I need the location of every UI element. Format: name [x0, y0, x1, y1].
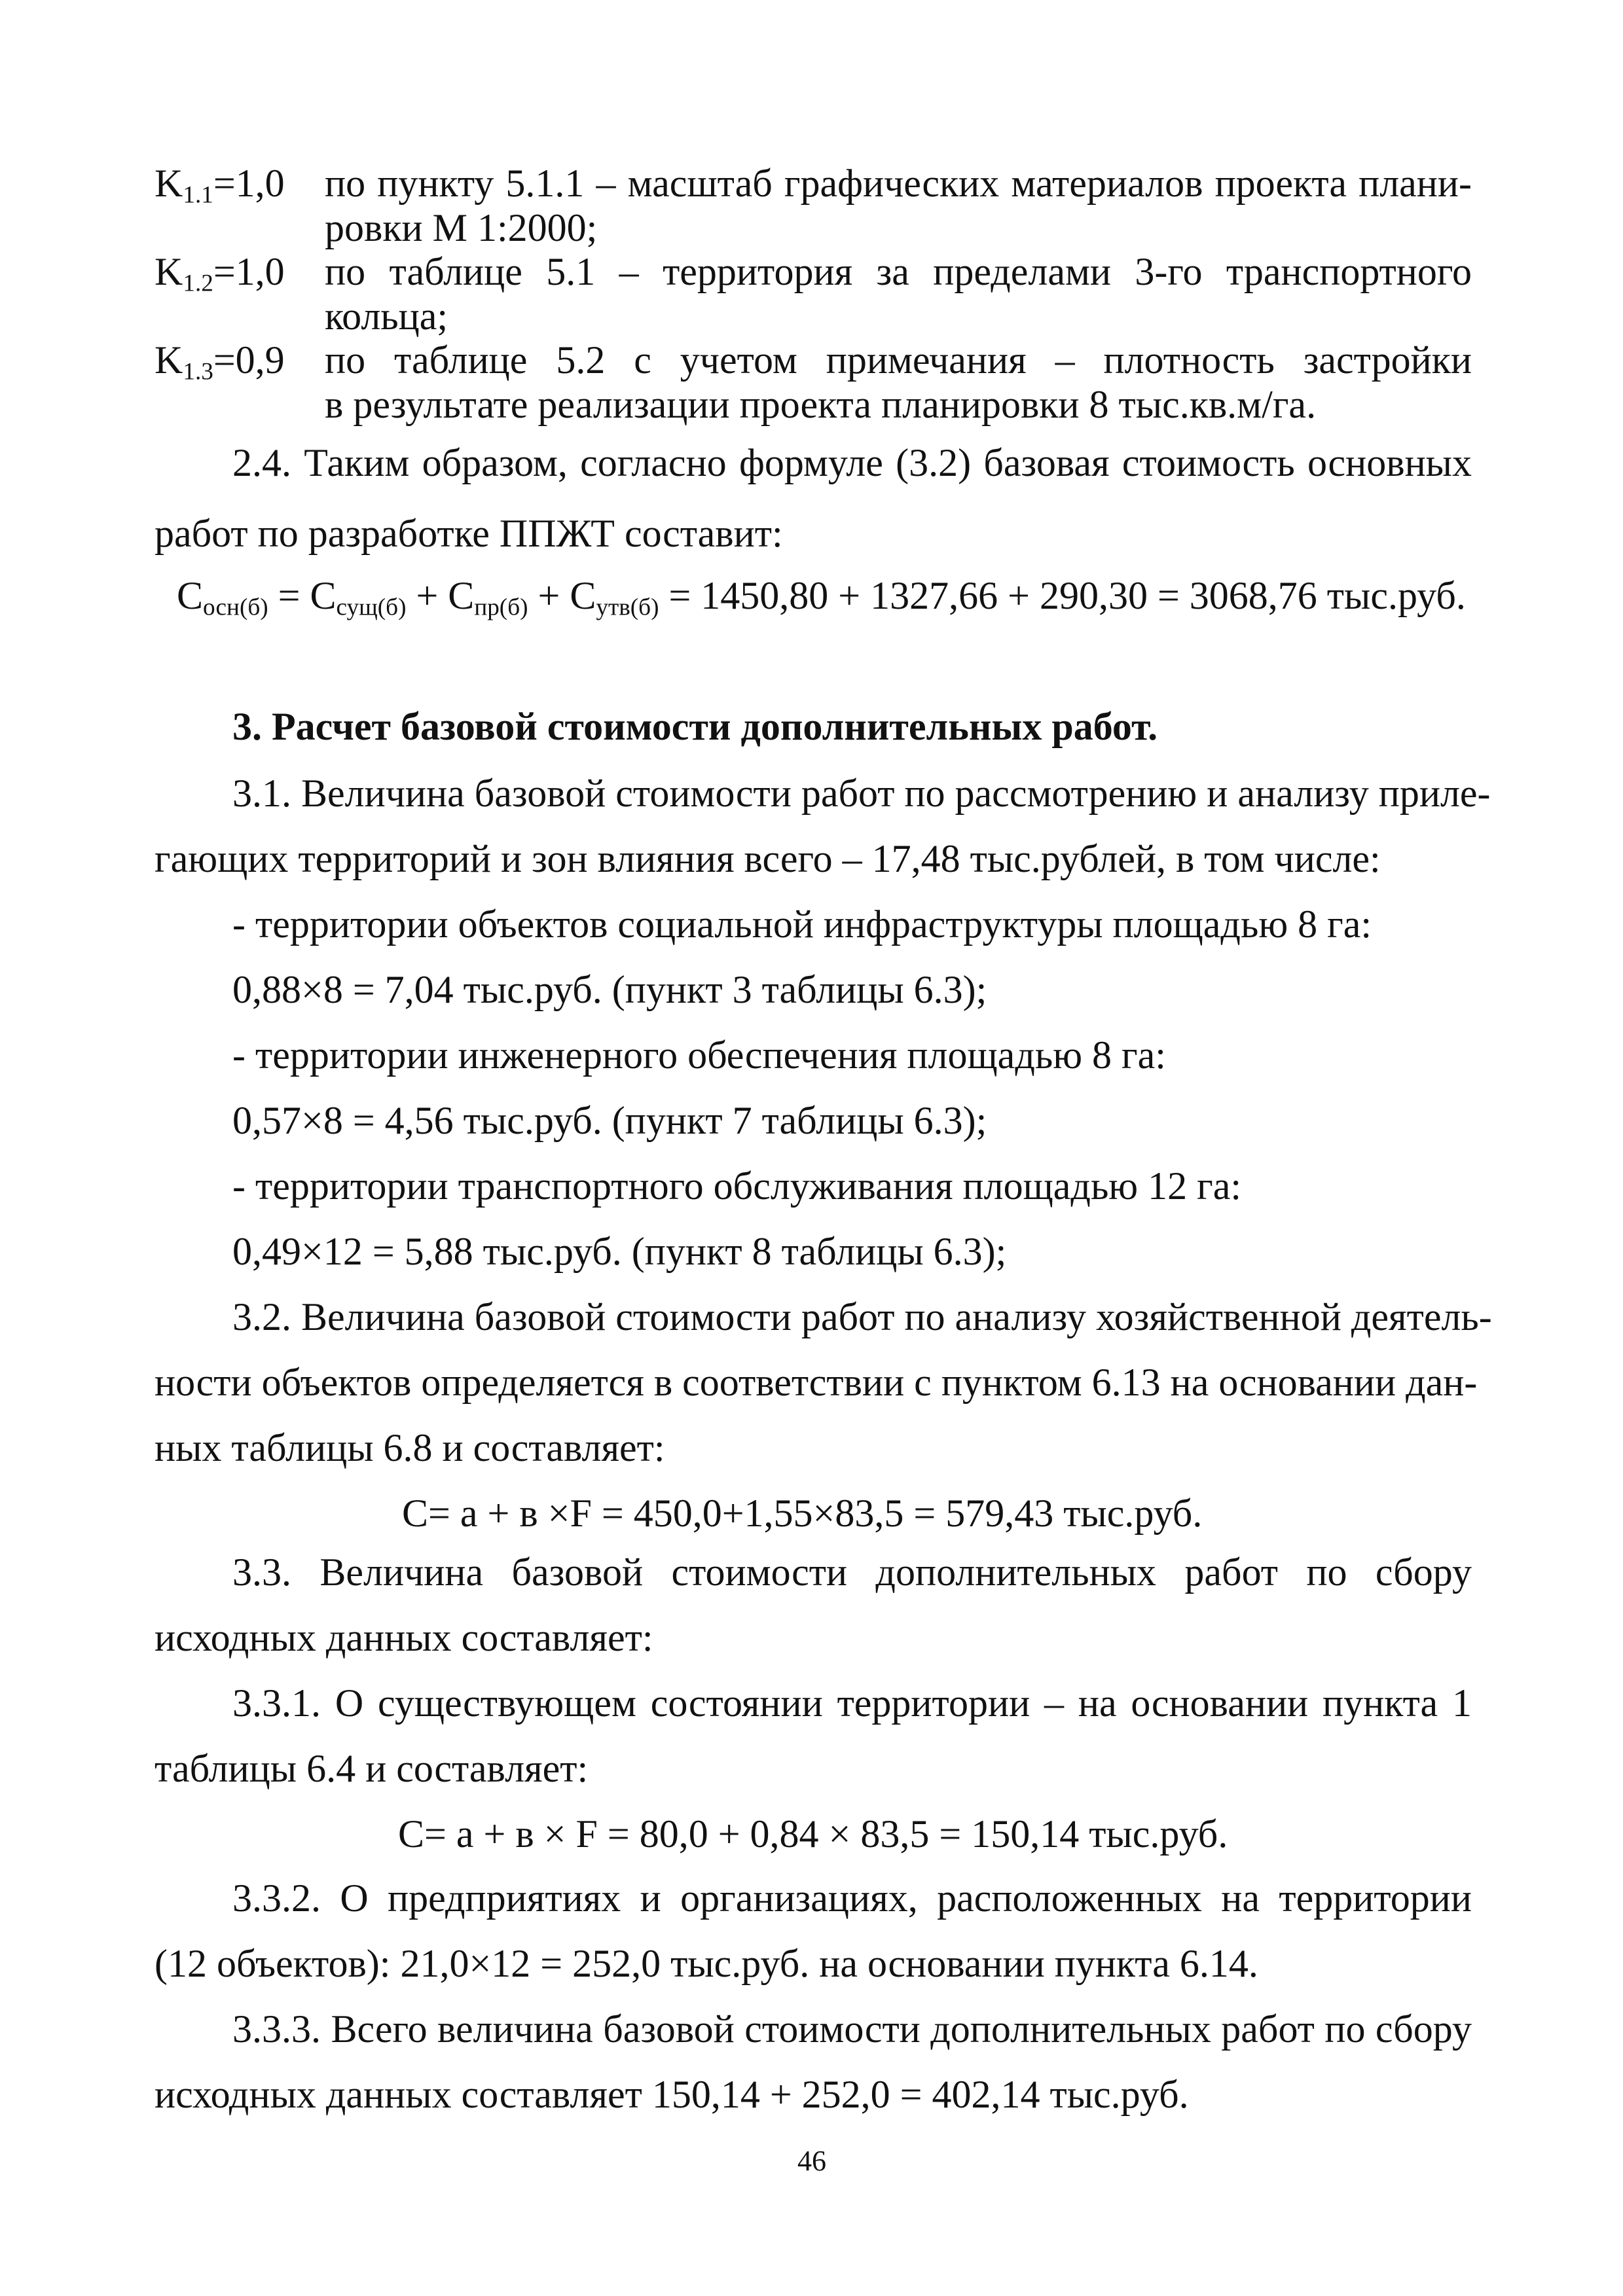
list-item: - территории инженерного обеспечения площадью 8 га:	[232, 1033, 1166, 1077]
paragraph-3-3-line1: 3.3. Величина базовой стоимости дополнительных работ по сбору	[232, 1551, 1472, 1594]
coefficient-k13-desc-line2: в результате реализации проекта планировки 8 тыс.кв.м/га.	[325, 383, 1317, 426]
paragraph-3-1-line1: 3.1. Величина базовой стоимости работ по рассмотрению и анализу приле-	[232, 772, 1491, 815]
paragraph-3-3-1-line1: 3.3.1. О существующем состоянии территории – на основании пункта 1	[232, 1681, 1472, 1725]
coefficient-k12-desc-line1: по таблице 5.1 – территория за пределами 3-го транспортного	[325, 250, 1472, 293]
coefficient-k12-desc-line2: кольца;	[325, 295, 448, 338]
coefficient-k13-label: $K_{1.3}=0,9$	[155, 338, 285, 386]
paragraph-3-3-line2: исходных данных составляет:	[155, 1616, 653, 1659]
list-item: - территории объектов социальной инфраструктуры площадью 8 га:	[232, 903, 1372, 946]
list-item: 0,57×8 = 4,56 тыс.руб. (пункт 7 таблицы 6.3);	[232, 1099, 987, 1142]
paragraph-3-2-line1: 3.2. Величина базовой стоимости работ по анализу хозяйственной деятель-	[232, 1295, 1492, 1338]
formula-3-3-1: C= а + в × F = 80,0 + 0,84 × 83,5 = 150,14 тыс.руб.	[398, 1812, 1228, 1856]
paragraph-2-4-line2: работ по разработке ППЖТ составит:	[155, 512, 783, 555]
formula-3-2: C= а + в ×F = 450,0+1,55×83,5 = 579,43 тыс.руб.	[402, 1492, 1203, 1535]
paragraph-3-2-line3: ных таблицы 6.8 и составляет:	[155, 1426, 665, 1469]
paragraph-3-3-1-line2: таблицы 6.4 и составляет:	[155, 1747, 589, 1790]
paragraph-3-3-3-line2: исходных данных составляет 150,14 + 252,0 = 402,14 тыс.руб.	[155, 2073, 1189, 2116]
paragraph-3-3-2-line1: 3.3.2. О предприятиях и организациях, расположенных на территории	[232, 1876, 1472, 1920]
coefficient-k11-label: $K_{1.1}=1,0$	[155, 162, 285, 209]
list-item: 0,49×12 = 5,88 тыс.руб. (пункт 8 таблицы 6.3);	[232, 1230, 1007, 1273]
list-item: - территории транспортного обслуживания площадью 12 га:	[232, 1164, 1242, 1208]
formula-base-cost: $C_{осн(б)} = C_{сущ(б)} + C_{пр(б)} + C_{утв(б)} = 1450,80 + 1327,66 + 290,30 = 3068,76$ тыс.руб.	[177, 574, 1466, 621]
list-item: 0,88×8 = 7,04 тыс.руб. (пункт 3 таблицы 6.3);	[232, 968, 987, 1011]
paragraph-3-1-line2: гающих территорий и зон влияния всего – 17,48 тыс.рублей, в том числе:	[155, 837, 1381, 880]
section-3-heading: 3. Расчет базовой стоимости дополнительных работ.	[232, 705, 1158, 748]
coefficient-k13-desc-line1: по таблице 5.2 с учетом примечания – плотность застройки	[325, 338, 1472, 382]
paragraph-2-4-line1: 2.4. Таким образом, согласно формуле (3.2) базовая стоимость основных	[232, 441, 1472, 484]
coefficient-k11-desc-line1: по пункту 5.1.1 – масштаб графических материалов проекта плани-	[325, 162, 1472, 205]
page-number: 46	[797, 2145, 826, 2177]
paragraph-3-3-2-line2: (12 объектов): 21,0×12 = 252,0 тыс.руб. на основании пункта 6.14.	[155, 1942, 1258, 1985]
coefficient-k11-desc-line2: ровки М 1:2000;	[325, 206, 598, 249]
coefficient-k12-label: $K_{1.2}=1,0$	[155, 250, 285, 297]
paragraph-3-3-3-line1: 3.3.3. Всего величина базовой стоимости дополнительных работ по сбору	[232, 2007, 1472, 2051]
paragraph-3-2-line2: ности объектов определяется в соответствии с пунктом 6.13 на основании дан-	[155, 1361, 1478, 1404]
